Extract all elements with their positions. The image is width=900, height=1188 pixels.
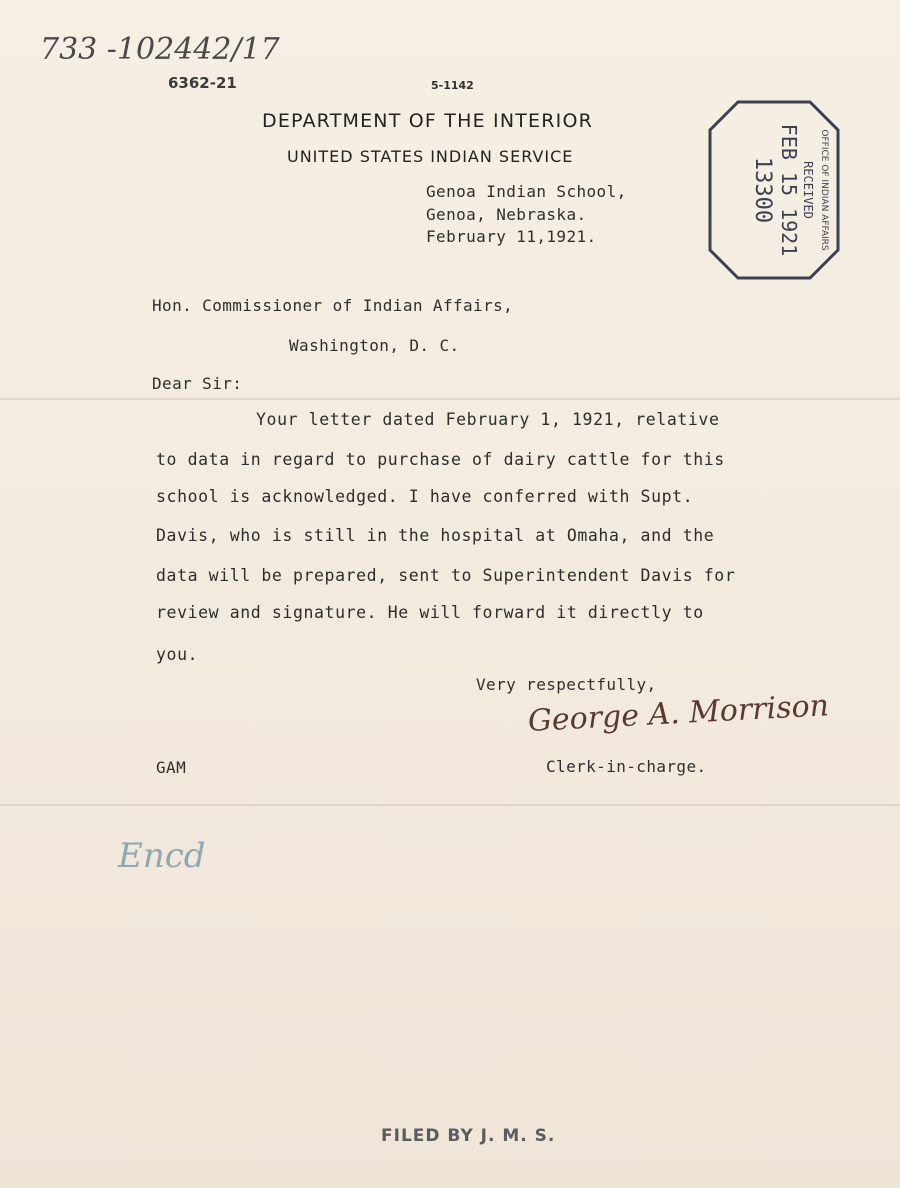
letterhead-department: DEPARTMENT OF THE INTERIOR	[262, 110, 594, 132]
form-number: 5-1142	[431, 79, 474, 92]
sender-date: February 11,1921.	[426, 227, 597, 246]
sender-city: Genoa, Nebraska.	[426, 205, 587, 224]
stamp-number: 13300	[750, 156, 775, 224]
stamp-status: RECEIVED	[801, 161, 815, 219]
stamp-date: FEB 15 1921	[777, 123, 801, 257]
letterhead-service: UNITED STATES INDIAN SERVICE	[287, 147, 574, 166]
body-line: school is acknowledged. I have conferred with Supt.	[156, 487, 694, 506]
filed-by-stamp: FILED BY J. M. S.	[381, 1126, 556, 1146]
salutation: Dear Sir:	[152, 374, 243, 393]
paper-fold-lower	[0, 804, 900, 806]
closing: Very respectfully,	[476, 675, 657, 694]
recipient-name: Hon. Commissioner of Indian Affairs,	[152, 296, 514, 315]
typist-initials: GAM	[156, 758, 187, 777]
body-line: data will be prepared, sent to Superintendent Davis for	[156, 566, 736, 585]
body-line: you.	[156, 645, 199, 664]
signature: George A. Morrison	[527, 688, 830, 739]
body-line: review and signature. He will forward it directly to	[156, 603, 704, 622]
sender-school: Genoa Indian School,	[426, 182, 627, 201]
body-line: to data in regard to purchase of dairy cattle for this	[156, 450, 725, 469]
handwritten-note: Encd	[118, 836, 206, 876]
stamp-office: OFFICE OF INDIAN AFFAIRS	[819, 129, 829, 251]
body-line: Davis, who is still in the hospital at Omaha, and the	[156, 526, 715, 545]
recipient-location: Washington, D. C.	[289, 336, 460, 355]
received-stamp	[708, 100, 840, 280]
file-code: 6362-21	[168, 74, 237, 92]
body-line: Your letter dated February 1, 1921, relative	[256, 410, 720, 429]
signer-title: Clerk-in-charge.	[546, 757, 707, 776]
handwritten-file-number: 733 -102442/17	[40, 32, 280, 67]
paper-fold-upper	[0, 398, 900, 400]
